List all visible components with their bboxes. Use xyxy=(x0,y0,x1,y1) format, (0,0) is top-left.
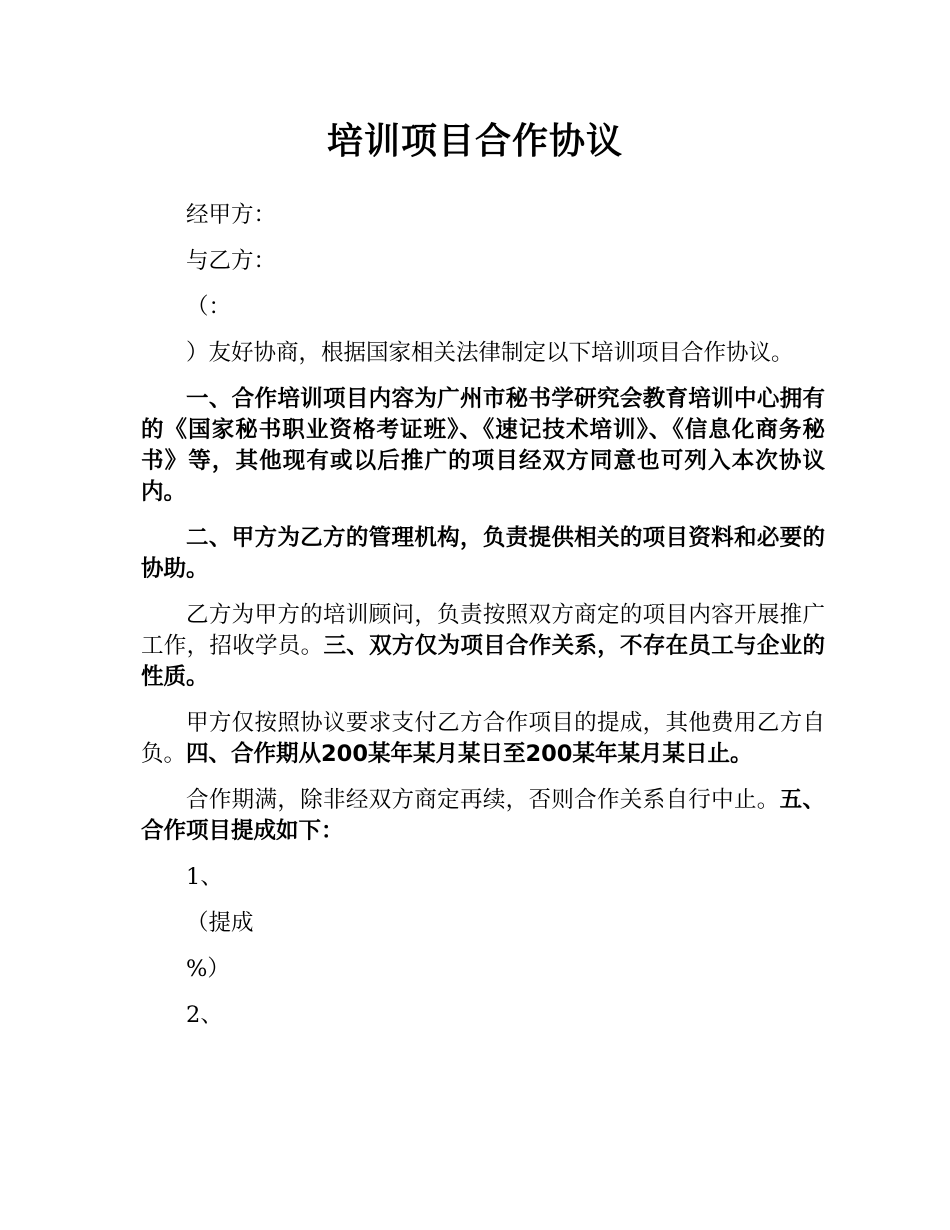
item-2: 2、 xyxy=(186,1002,223,1028)
document-body xyxy=(141,200,825,1046)
item-1: 1、 xyxy=(186,864,223,890)
document-title: 培训项目合作协议 xyxy=(326,121,623,162)
party-b-duty-text: 乙方为甲方的培训顾问，负责按照双方商定的项目内容开展推广工作，招收学员。 xyxy=(141,602,825,659)
party-b-duty-paragraph xyxy=(141,600,825,693)
payment-text: 甲方仅按照协议要求支付乙方合作项目的提成，其他费用乙方自负。 xyxy=(141,710,825,767)
clause-4: 四、合作期从200某年某月某日至200某年某月某日止。 xyxy=(186,741,753,767)
party-a-line: 经甲方： xyxy=(186,202,277,228)
percent-line: %） xyxy=(186,956,230,982)
party-b-line: 与乙方： xyxy=(186,248,277,274)
clause-3: 三、双方仅为项目合作关系，不存在员工与企业的性质。 xyxy=(141,633,825,690)
commission-line: （提成 xyxy=(186,910,254,936)
clause-5: 五、合作项目提成如下： xyxy=(141,787,825,844)
payment-paragraph xyxy=(141,708,825,770)
clause-2: 二、甲方为乙方的管理机构，负责提供相关的项目资料和必要的协助。 xyxy=(141,525,825,582)
intro-paragraph: ）友好协商，根据国家相关法律制定以下培训项目合作协议。 xyxy=(186,340,794,366)
clause-1: 一、合作培训项目内容为广州市秘书学研究会教育培训中心拥有的《国家秘书职业资格考证班》、《速记技术培训》、《信息化商务秘书》等，其他现有或以后推广的项目经双方同意也可列入本次协议内。 xyxy=(141,386,825,505)
expiry-text: 合作期满，除非经双方商定再续，否则合作关系自行中止。 xyxy=(186,787,780,813)
expiry-paragraph xyxy=(141,785,825,847)
paren-line: （： xyxy=(186,294,232,320)
